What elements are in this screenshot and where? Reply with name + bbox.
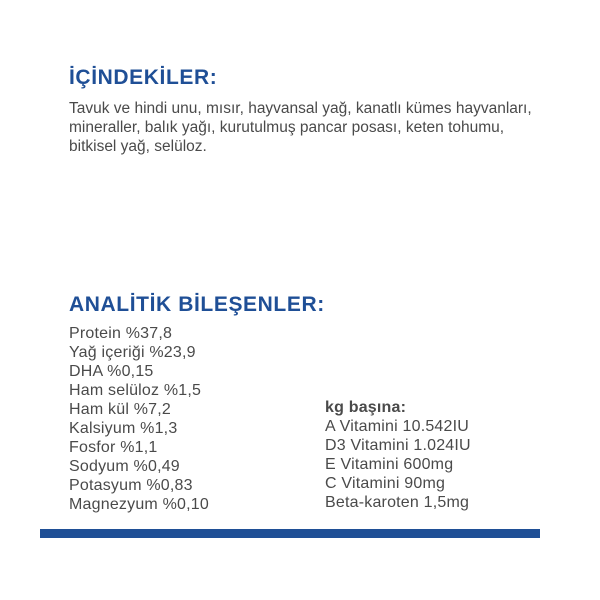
analytics-item-protein: Protein %37,8	[69, 325, 173, 342]
analytics-item-phosphorus: Fosfor %1,1	[69, 439, 158, 456]
vitamin-item-e: E Vitamini 600mg	[325, 456, 454, 473]
analytics-item-crude-ash: Ham kül %7,2	[69, 401, 171, 418]
analytics-item-calcium: Kalsiyum %1,3	[69, 420, 178, 437]
vitamin-item-c: C Vitamini 90mg	[325, 475, 446, 492]
analytics-item-sodium: Sodyum %0,49	[69, 458, 180, 475]
ingredients-text: Tavuk ve hindi unu, mısır, hayvansal yağ, kanatlı kümes hayvanları, mineraller, balık yağı, kurutulmuş pancar posası, keten tohumu, bitkisel yağ, selüloz.	[69, 100, 532, 155]
analytical-constituents-heading: ANALİTİK BİLEŞENLER:	[69, 293, 325, 316]
footer-divider-bar	[40, 529, 540, 538]
analytics-item-magnesium: Magnezyum %0,10	[69, 496, 209, 513]
vitamins-title: kg başına:	[325, 399, 407, 416]
vitamins-block	[325, 398, 471, 512]
vitamin-item-beta-carotene: Beta-karoten 1,5mg	[325, 494, 470, 511]
vitamins-list	[325, 417, 471, 512]
analytics-item-dha: DHA %0,15	[69, 363, 154, 380]
analytics-item-fat: Yağ içeriği %23,9	[69, 344, 196, 361]
analytics-item-potassium: Potasyum %0,83	[69, 477, 193, 494]
analytical-constituents-list	[69, 324, 209, 514]
vitamin-item-d3: D3 Vitamini 1.024IU	[325, 437, 471, 454]
analytics-item-crude-fibre: Ham selüloz %1,5	[69, 382, 202, 399]
vitamin-item-a: A Vitamini 10.542IU	[325, 418, 470, 435]
ingredients-heading: İÇİNDEKİLER:	[69, 66, 218, 89]
